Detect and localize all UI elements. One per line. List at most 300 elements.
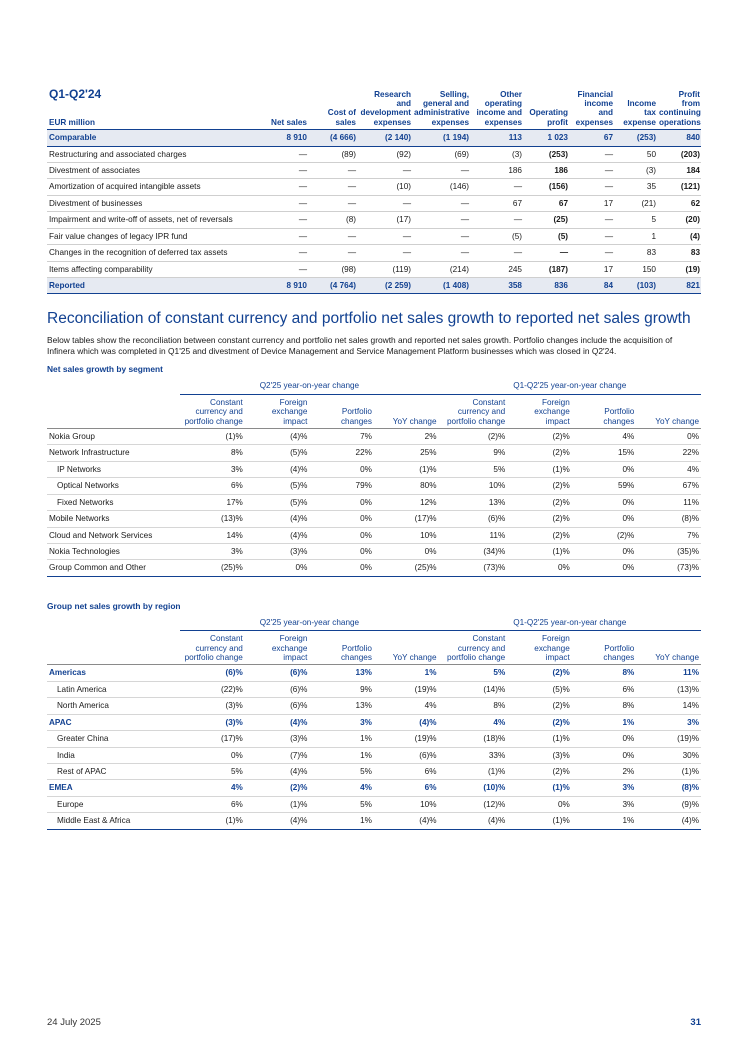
group-header-row bbox=[47, 618, 701, 631]
cell-value: 0% bbox=[309, 461, 374, 477]
cell-value: (69) bbox=[412, 146, 470, 162]
cell-value: 15% bbox=[572, 445, 637, 461]
cell-value: 1% bbox=[309, 731, 374, 747]
cell-value: — bbox=[357, 195, 412, 211]
cell-value: 836 bbox=[523, 278, 569, 294]
cell-value: — bbox=[569, 146, 614, 162]
cell-value: 22% bbox=[636, 445, 701, 461]
cell-value: 6% bbox=[374, 763, 439, 779]
cell-value: (2)% bbox=[507, 714, 572, 730]
cell-value: 184 bbox=[657, 163, 701, 179]
cell-value: 83 bbox=[657, 245, 701, 261]
table-row bbox=[47, 163, 701, 179]
segment-growth-table bbox=[47, 381, 701, 576]
cell-value: 150 bbox=[614, 261, 657, 277]
cell-value: 3% bbox=[180, 543, 245, 559]
cell-value: (25)% bbox=[180, 560, 245, 576]
cell-value: (6)% bbox=[439, 511, 508, 527]
cell-value: (6)% bbox=[374, 747, 439, 763]
cell-value: 5% bbox=[309, 796, 374, 812]
cell-value: — bbox=[569, 179, 614, 195]
cell-value: 4% bbox=[572, 428, 637, 444]
table-row bbox=[47, 494, 701, 510]
cell-value: 67 bbox=[569, 130, 614, 146]
row-label: Changes in the recognition of deferred tax assets bbox=[47, 245, 259, 261]
group-header: Q1-Q2'25 year-on-year change bbox=[439, 618, 701, 631]
cell-value: — bbox=[259, 245, 308, 261]
cell-value: 0% bbox=[309, 527, 374, 543]
cell-value: (17)% bbox=[374, 511, 439, 527]
cell-value: 0% bbox=[636, 428, 701, 444]
cell-value: — bbox=[412, 163, 470, 179]
cell-value: — bbox=[259, 195, 308, 211]
cell-value: — bbox=[308, 163, 357, 179]
row-label: IP Networks bbox=[47, 461, 180, 477]
section-title: Reconciliation of constant currency and portfolio net sales growth to reported net sales growth bbox=[47, 310, 691, 328]
row-label: Amortization of acquired intangible assets bbox=[47, 179, 259, 195]
col-header: Foreign exchange impact bbox=[507, 631, 572, 665]
cell-value: (4 764) bbox=[308, 278, 357, 294]
cell-value: (8)% bbox=[636, 780, 701, 796]
row-label: Rest of APAC bbox=[47, 763, 180, 779]
cell-value: (214) bbox=[412, 261, 470, 277]
row-label: Americas bbox=[47, 665, 180, 681]
cell-value: (3)% bbox=[245, 731, 310, 747]
table-row bbox=[47, 747, 701, 763]
cell-value: 0% bbox=[572, 461, 637, 477]
cell-value: (4)% bbox=[439, 813, 508, 829]
table-row bbox=[47, 780, 701, 796]
cell-value: (13)% bbox=[636, 681, 701, 697]
row-label: Reported bbox=[47, 278, 259, 294]
cell-value: 0% bbox=[245, 560, 310, 576]
group-header: Q2'25 year-on-year change bbox=[180, 381, 438, 394]
cell-value: 14% bbox=[636, 698, 701, 714]
cell-value: 1% bbox=[309, 747, 374, 763]
unit-label: EUR million bbox=[49, 117, 95, 127]
cell-value: 10% bbox=[374, 796, 439, 812]
cell-value: — bbox=[259, 212, 308, 228]
cell-value: (19)% bbox=[636, 731, 701, 747]
cell-value: 67 bbox=[523, 195, 569, 211]
cell-value: 0% bbox=[507, 796, 572, 812]
cell-value: (2)% bbox=[507, 494, 572, 510]
cell-value: (2)% bbox=[572, 527, 637, 543]
cell-value: (19)% bbox=[374, 731, 439, 747]
row-label: Cloud and Network Services bbox=[47, 527, 180, 543]
cell-value: (4)% bbox=[245, 527, 310, 543]
cell-value: — bbox=[259, 261, 308, 277]
cell-value: (2)% bbox=[507, 511, 572, 527]
cell-value: 0% bbox=[572, 731, 637, 747]
cell-value: (1)% bbox=[507, 731, 572, 747]
cell-value: — bbox=[470, 179, 523, 195]
cell-value: (4)% bbox=[245, 763, 310, 779]
cell-value: 0% bbox=[572, 543, 637, 559]
cell-value: 1% bbox=[572, 813, 637, 829]
cell-value: 186 bbox=[470, 163, 523, 179]
col-header: YoY change bbox=[374, 394, 439, 428]
col-header: Portfolio changes bbox=[309, 394, 374, 428]
col-header: Portfolio changes bbox=[572, 394, 637, 428]
table-row bbox=[47, 714, 701, 730]
cell-value: 113 bbox=[470, 130, 523, 146]
cell-value: 14% bbox=[180, 527, 245, 543]
cell-value: (2)% bbox=[507, 763, 572, 779]
cell-value: (1)% bbox=[439, 763, 508, 779]
cell-value: — bbox=[523, 245, 569, 261]
cell-value: (1)% bbox=[507, 461, 572, 477]
col-header: Portfolio changes bbox=[309, 631, 374, 665]
cell-value: (1)% bbox=[245, 796, 310, 812]
cell-value: 358 bbox=[470, 278, 523, 294]
cell-value: — bbox=[308, 179, 357, 195]
row-label: Divestment of businesses bbox=[47, 195, 259, 211]
cell-value: (1)% bbox=[180, 428, 245, 444]
cell-value: (25)% bbox=[374, 560, 439, 576]
cell-value: — bbox=[308, 228, 357, 244]
cell-value: 8% bbox=[180, 445, 245, 461]
empty-header bbox=[47, 381, 180, 394]
cell-value: 3% bbox=[636, 714, 701, 730]
page-number: 31 bbox=[690, 1017, 701, 1028]
section-intro: Below tables show the reconciliation between constant currency and portfolio net sales growth and reported net sales growth. Portfolio changes include the acquisition of Infinera which was completed in Q1'25 and divestment of Device Management and Service Management Platform businesses which was closed in Q2'24. bbox=[47, 335, 673, 357]
row-label: Nokia Technologies bbox=[47, 543, 180, 559]
cell-value: 1% bbox=[309, 813, 374, 829]
cell-value: — bbox=[569, 212, 614, 228]
cell-value: (2 140) bbox=[357, 130, 412, 146]
cell-value: (253) bbox=[523, 146, 569, 162]
table-row bbox=[47, 731, 701, 747]
cell-value: 3% bbox=[572, 796, 637, 812]
cell-value: (4)% bbox=[245, 428, 310, 444]
cell-value: (1)% bbox=[374, 461, 439, 477]
cell-value: 1% bbox=[374, 665, 439, 681]
cell-value: (146) bbox=[412, 179, 470, 195]
cell-value: 67 bbox=[470, 195, 523, 211]
cell-value: (13)% bbox=[180, 511, 245, 527]
cell-value: 11% bbox=[439, 527, 508, 543]
cell-value: — bbox=[412, 195, 470, 211]
table-row bbox=[47, 245, 701, 261]
row-label: Group Common and Other bbox=[47, 560, 180, 576]
cell-value: (103) bbox=[614, 278, 657, 294]
cell-value: (3)% bbox=[180, 714, 245, 730]
col-header: YoY change bbox=[374, 631, 439, 665]
cell-value: — bbox=[569, 163, 614, 179]
table-row bbox=[47, 445, 701, 461]
table-row bbox=[47, 796, 701, 812]
cell-value: 6% bbox=[374, 780, 439, 796]
cell-value: 1% bbox=[572, 714, 637, 730]
cell-value: 12% bbox=[374, 494, 439, 510]
cell-value: 7% bbox=[636, 527, 701, 543]
cell-value: 840 bbox=[657, 130, 701, 146]
cell-value: (2)% bbox=[507, 428, 572, 444]
col-header: Research and development expenses bbox=[360, 89, 411, 127]
cell-value: — bbox=[357, 163, 412, 179]
group-header-row bbox=[47, 381, 701, 394]
cell-value: — bbox=[357, 245, 412, 261]
col-header: Foreign exchange impact bbox=[245, 631, 310, 665]
cell-value: 2% bbox=[572, 763, 637, 779]
cell-value: (2)% bbox=[507, 445, 572, 461]
cell-value: (73)% bbox=[636, 560, 701, 576]
cell-value: (10)% bbox=[439, 780, 508, 796]
cell-value: (8)% bbox=[636, 511, 701, 527]
cell-value: (8) bbox=[308, 212, 357, 228]
cell-value: (12)% bbox=[439, 796, 508, 812]
col-header: Other operating income and expenses bbox=[476, 89, 522, 127]
cell-value: — bbox=[308, 245, 357, 261]
cell-value: (4)% bbox=[374, 714, 439, 730]
table-row bbox=[47, 461, 701, 477]
cell-value: 13% bbox=[439, 494, 508, 510]
row-label: Fixed Networks bbox=[47, 494, 180, 510]
table-row bbox=[47, 478, 701, 494]
cell-value: (1)% bbox=[507, 780, 572, 796]
cell-value: 0% bbox=[572, 747, 637, 763]
comparability-table bbox=[47, 88, 701, 294]
cell-value: (98) bbox=[308, 261, 357, 277]
cell-value: 2% bbox=[374, 428, 439, 444]
region-heading: Group net sales growth by region bbox=[47, 600, 181, 611]
cell-value: — bbox=[259, 179, 308, 195]
cell-value: (73)% bbox=[439, 560, 508, 576]
cell-value: (2)% bbox=[507, 665, 572, 681]
table-row bbox=[47, 146, 701, 162]
cell-value: (22)% bbox=[180, 681, 245, 697]
cell-value: (19) bbox=[657, 261, 701, 277]
row-label: North America bbox=[47, 698, 180, 714]
cell-value: (2)% bbox=[507, 478, 572, 494]
cell-value: 821 bbox=[657, 278, 701, 294]
row-label: Nokia Group bbox=[47, 428, 180, 444]
col-header: Selling, general and administrative expenses bbox=[414, 89, 470, 127]
cell-value: 4% bbox=[636, 461, 701, 477]
cell-value: (4)% bbox=[245, 461, 310, 477]
footer-date: 24 July 2025 bbox=[47, 1017, 101, 1028]
cell-value: 3% bbox=[572, 780, 637, 796]
cell-value: (9)% bbox=[636, 796, 701, 812]
cell-value: 8 910 bbox=[259, 278, 308, 294]
cell-value: 13% bbox=[309, 665, 374, 681]
table-row bbox=[47, 261, 701, 277]
cell-value: (2 259) bbox=[357, 278, 412, 294]
cell-value: 30% bbox=[636, 747, 701, 763]
cell-value: (21) bbox=[614, 195, 657, 211]
cell-value: 79% bbox=[309, 478, 374, 494]
cell-value: 245 bbox=[470, 261, 523, 277]
row-label: Divestment of associates bbox=[47, 163, 259, 179]
cell-value: (1)% bbox=[507, 813, 572, 829]
cell-value: 6% bbox=[180, 478, 245, 494]
cell-value: — bbox=[259, 146, 308, 162]
row-label: Europe bbox=[47, 796, 180, 812]
cell-value: — bbox=[569, 228, 614, 244]
cell-value: 67% bbox=[636, 478, 701, 494]
col-header: Cost of sales bbox=[327, 108, 356, 127]
cell-value: (1)% bbox=[636, 763, 701, 779]
cell-value: 5 bbox=[614, 212, 657, 228]
cell-value: 4% bbox=[180, 780, 245, 796]
table-row bbox=[47, 212, 701, 228]
table-row bbox=[47, 560, 701, 576]
cell-value: 8% bbox=[572, 665, 637, 681]
row-label: Fair value changes of legacy IPR fund bbox=[47, 228, 259, 244]
row-label: Optical Networks bbox=[47, 478, 180, 494]
cell-value: 25% bbox=[374, 445, 439, 461]
row-label: EMEA bbox=[47, 780, 180, 796]
cell-value: (3) bbox=[470, 146, 523, 162]
cell-value: (3)% bbox=[507, 747, 572, 763]
col-header: Constant currency and portfolio change bbox=[439, 394, 508, 428]
empty-header bbox=[47, 618, 180, 631]
cell-value: 13% bbox=[309, 698, 374, 714]
cell-value: 84 bbox=[569, 278, 614, 294]
col-header: Portfolio changes bbox=[572, 631, 637, 665]
table-row bbox=[47, 228, 701, 244]
cell-value: 1 023 bbox=[523, 130, 569, 146]
col-header: Foreign exchange impact bbox=[245, 394, 310, 428]
cell-value: (92) bbox=[357, 146, 412, 162]
cell-value: (4) bbox=[657, 228, 701, 244]
row-label: Impairment and write-off of assets, net of reversals bbox=[47, 212, 259, 228]
cell-value: 33% bbox=[439, 747, 508, 763]
cell-value: (121) bbox=[657, 179, 701, 195]
row-label: Greater China bbox=[47, 731, 180, 747]
row-label: India bbox=[47, 747, 180, 763]
cell-value: (1)% bbox=[180, 813, 245, 829]
cell-value: 4% bbox=[439, 714, 508, 730]
row-label: Mobile Networks bbox=[47, 511, 180, 527]
row-label: Comparable bbox=[47, 130, 259, 146]
cell-value: (89) bbox=[308, 146, 357, 162]
cell-value: — bbox=[259, 228, 308, 244]
cell-value: 4% bbox=[309, 780, 374, 796]
table-row bbox=[47, 681, 701, 697]
cell-value: 10% bbox=[439, 478, 508, 494]
cell-value: 7% bbox=[309, 428, 374, 444]
cell-value: 11% bbox=[636, 665, 701, 681]
cell-value: 62 bbox=[657, 195, 701, 211]
cell-value: (5)% bbox=[507, 681, 572, 697]
cell-value: (253) bbox=[614, 130, 657, 146]
cell-value: (5)% bbox=[245, 494, 310, 510]
cell-value: 8 910 bbox=[259, 130, 308, 146]
cell-value: (5)% bbox=[245, 478, 310, 494]
cell-value: 17 bbox=[569, 261, 614, 277]
cell-value: 22% bbox=[309, 445, 374, 461]
cell-value: 17 bbox=[569, 195, 614, 211]
cell-value: (5) bbox=[470, 228, 523, 244]
cell-value: 0% bbox=[309, 494, 374, 510]
table-row bbox=[47, 813, 701, 829]
cell-value: 6% bbox=[180, 796, 245, 812]
cell-value: (7)% bbox=[245, 747, 310, 763]
empty-header bbox=[47, 394, 180, 428]
cell-value: 59% bbox=[572, 478, 637, 494]
cell-value: (2)% bbox=[245, 780, 310, 796]
cell-value: (3) bbox=[614, 163, 657, 179]
cell-value: 0% bbox=[572, 494, 637, 510]
cell-value: 9% bbox=[309, 681, 374, 697]
cell-value: 4% bbox=[374, 698, 439, 714]
cell-value: 9% bbox=[439, 445, 508, 461]
col-header: Operating profit bbox=[529, 108, 568, 127]
cell-value: (1)% bbox=[507, 543, 572, 559]
col-header: Net sales bbox=[271, 117, 307, 127]
cell-value: (34)% bbox=[439, 543, 508, 559]
cell-value: — bbox=[470, 245, 523, 261]
cell-value: — bbox=[569, 245, 614, 261]
cell-value: (1 194) bbox=[412, 130, 470, 146]
cell-value: (2)% bbox=[439, 428, 508, 444]
table-period: Q1-Q2'24 bbox=[49, 87, 102, 101]
col-header: Profit from continuing operations bbox=[659, 89, 701, 127]
col-header: Financial income and expenses bbox=[575, 89, 613, 127]
cell-value: (4)% bbox=[636, 813, 701, 829]
table-row bbox=[47, 278, 701, 294]
cell-value: — bbox=[412, 212, 470, 228]
cell-value: — bbox=[308, 195, 357, 211]
cell-value: (4)% bbox=[245, 813, 310, 829]
cell-value: 8% bbox=[439, 698, 508, 714]
table-row bbox=[47, 698, 701, 714]
cell-value: 0% bbox=[309, 560, 374, 576]
cell-value: 83 bbox=[614, 245, 657, 261]
cell-value: 3% bbox=[180, 461, 245, 477]
cell-value: 1 bbox=[614, 228, 657, 244]
region-growth-table bbox=[47, 618, 701, 830]
col-header: Foreign exchange impact bbox=[507, 394, 572, 428]
row-label: Restructuring and associated charges bbox=[47, 146, 259, 162]
cell-value: (2)% bbox=[507, 698, 572, 714]
cell-value: (5)% bbox=[245, 445, 310, 461]
row-label: Items affecting comparability bbox=[47, 261, 259, 277]
cell-value: (19)% bbox=[374, 681, 439, 697]
table-row bbox=[47, 195, 701, 211]
cell-value: 5% bbox=[180, 763, 245, 779]
cell-value: (2)% bbox=[507, 527, 572, 543]
cell-value: 0% bbox=[572, 560, 637, 576]
cell-value: (6)% bbox=[245, 665, 310, 681]
cell-value: 0% bbox=[572, 511, 637, 527]
cell-value: 5% bbox=[439, 461, 508, 477]
cell-value: (14)% bbox=[439, 681, 508, 697]
cell-value: (10) bbox=[357, 179, 412, 195]
cell-value: (3)% bbox=[180, 698, 245, 714]
table-row bbox=[47, 543, 701, 559]
cell-value: — bbox=[412, 228, 470, 244]
cell-value: 5% bbox=[309, 763, 374, 779]
col-header: Constant currency and portfolio change bbox=[180, 631, 245, 665]
cell-value: (6)% bbox=[180, 665, 245, 681]
cell-value: (20) bbox=[657, 212, 701, 228]
group-header: Q2'25 year-on-year change bbox=[180, 618, 438, 631]
table-row bbox=[47, 511, 701, 527]
cell-value: 0% bbox=[309, 511, 374, 527]
group-header: Q1-Q2'25 year-on-year change bbox=[439, 381, 701, 394]
cell-value: 186 bbox=[523, 163, 569, 179]
row-label: APAC bbox=[47, 714, 180, 730]
cell-value: (203) bbox=[657, 146, 701, 162]
cell-value: (1 408) bbox=[412, 278, 470, 294]
table-row bbox=[47, 179, 701, 195]
col-header: Constant currency and portfolio change bbox=[180, 394, 245, 428]
cell-value: (17)% bbox=[180, 731, 245, 747]
cell-value: (6)% bbox=[245, 698, 310, 714]
